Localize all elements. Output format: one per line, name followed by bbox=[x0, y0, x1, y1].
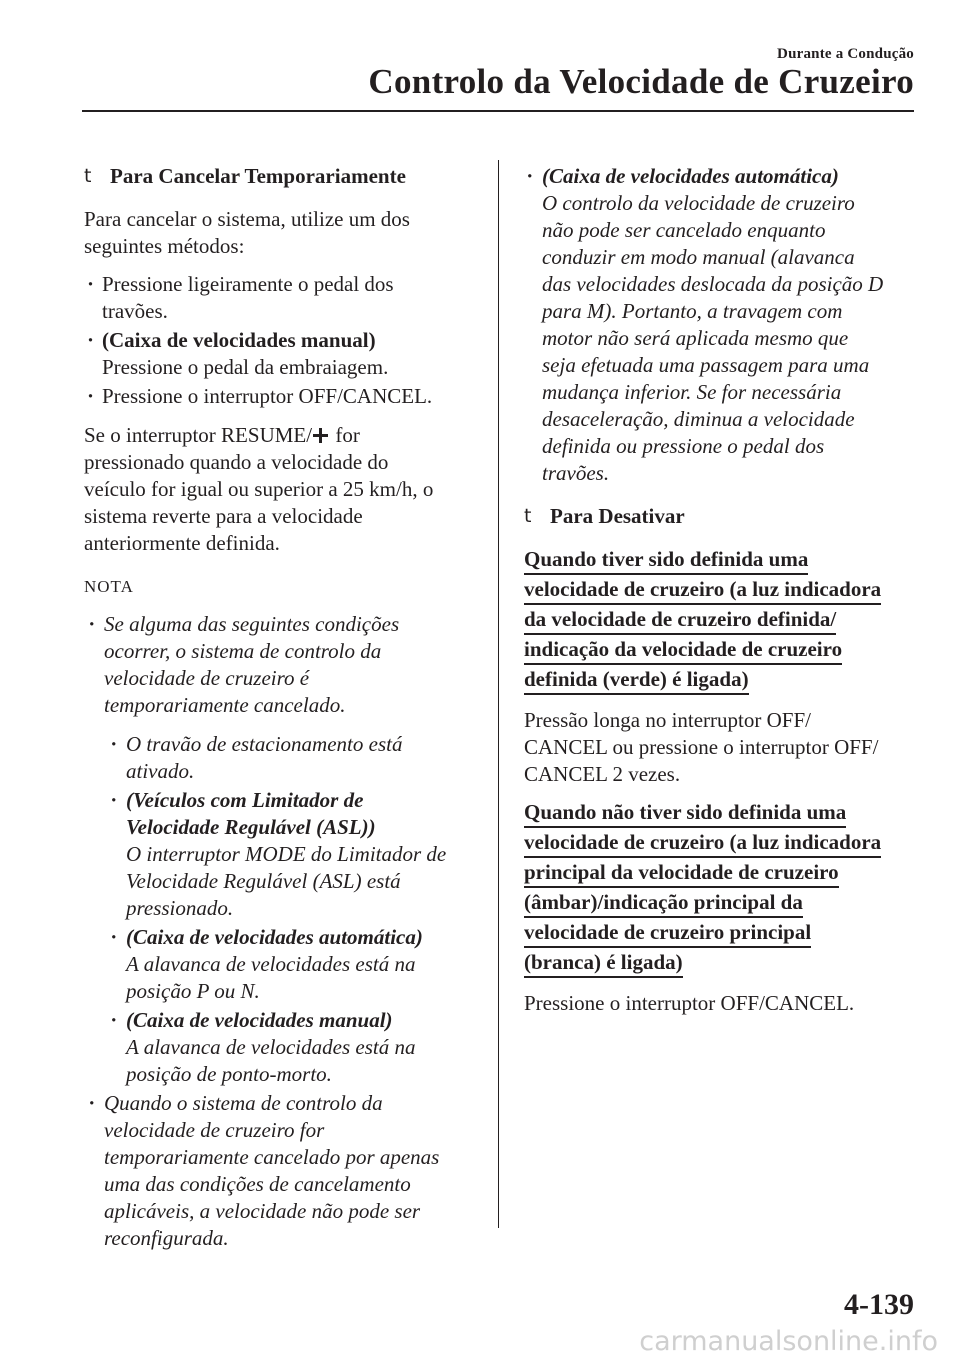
section-heading-cancel bbox=[84, 163, 482, 190]
heading-text: Para Cancelar Temporariamente bbox=[110, 164, 406, 188]
heading-text: Para Desativar bbox=[550, 504, 685, 528]
right-column bbox=[524, 163, 916, 1028]
intro-paragraph: Para cancelar o sistema, utilize um dos seguintes métodos: bbox=[84, 207, 410, 258]
list-item: · (Caixa de velocidades automática) O controlo da velocidade de cruzeiro não pode ser cancelado enquanto conduzir em modo manual (alavanca das velocidades deslocada da posição D para M). Portanto, a travagem com motor não será aplicada mesmo que seja efetuada uma passagem para uma mudança inferior. Se for necessária desaceleração, diminua a velocidade definida ou pressione o pedal dos travões. bbox=[524, 163, 916, 487]
plus-icon bbox=[313, 428, 328, 443]
list-item: · (Veículos com Limitador de Velocidade Regulável (ASL)) O interruptor MODE do Limitador de Velocidade Regulável (ASL) está pressionado. bbox=[108, 787, 482, 922]
list-item: · (Caixa de velocidades automática) A alavanca de velocidades está na posição P ou N. bbox=[108, 924, 482, 1005]
list-item: · Se alguma das seguintes condições ocorrer, o sistema de controlo da velocidade de cruzeiro é temporariamente cancelado. bbox=[86, 611, 482, 719]
condition-text-set: Pressão longa no interruptor OFF/ CANCEL ou pressione o interruptor OFF/ CANCEL 2 vezes. bbox=[524, 708, 879, 786]
condition-heading-set: Quando tiver sido definida uma velocidade de cruzeiro (a luz indicadora da velocidade de cruzeiro definida/ indicação da velocidade de cruzeiro definida (verde) é ligada) bbox=[524, 546, 916, 695]
header-section-label: Durante a Condução bbox=[777, 46, 914, 62]
page-number: 4-139 bbox=[844, 1288, 914, 1321]
list-item: · (Caixa de velocidades manual) A alavanca de velocidades está na posição de ponto-morto. bbox=[108, 1007, 482, 1088]
section-marker-icon: t bbox=[84, 165, 92, 187]
header-rule bbox=[82, 110, 914, 112]
list-item: · O travão de estacionamento está ativado. bbox=[108, 731, 482, 785]
column-divider bbox=[498, 160, 499, 1228]
note-label: NOTA bbox=[84, 577, 134, 596]
section-marker-icon: t bbox=[524, 505, 532, 527]
page-title: Controlo da Velocidade de Cruzeiro bbox=[368, 62, 914, 101]
condition-text-unset: Pressione o interruptor OFF/CANCEL. bbox=[524, 991, 855, 1015]
sub-list bbox=[86, 731, 482, 1088]
note-continuation bbox=[524, 163, 916, 487]
condition-heading-unset: Quando não tiver sido definida uma velocidade de cruzeiro (a luz indicadora principal da velocidade de cruzeiro (âmbar)/indicação principal da velocidade de cruzeiro principal (branca) é ligada) bbox=[524, 799, 916, 978]
list-item: · (Caixa de velocidades manual) Pressione o pedal da embraiagem. bbox=[84, 327, 482, 381]
list-item: · Quando o sistema de controlo da velocidade de cruzeiro for temporariamente cancelado por apenas uma das condições de cancelamento aplicáveis, a velocidade não pode ser reconfigurada. bbox=[86, 1090, 482, 1252]
resume-paragraph: Se o interruptor RESUME/ for pressionado quando a velocidade do veículo for igual ou superior a 25 km/h, o sistema reverte para a velocidade anteriormente definida. bbox=[84, 423, 434, 555]
list-item: · Pressione ligeiramente o pedal dos travões. bbox=[84, 271, 482, 325]
list-item: · Pressione o interruptor OFF/CANCEL. bbox=[84, 383, 482, 410]
note-block bbox=[84, 611, 482, 1252]
watermark: carmanualsonline.info bbox=[639, 1326, 938, 1357]
section-heading-deactivate bbox=[524, 503, 916, 530]
left-column bbox=[84, 163, 482, 1254]
